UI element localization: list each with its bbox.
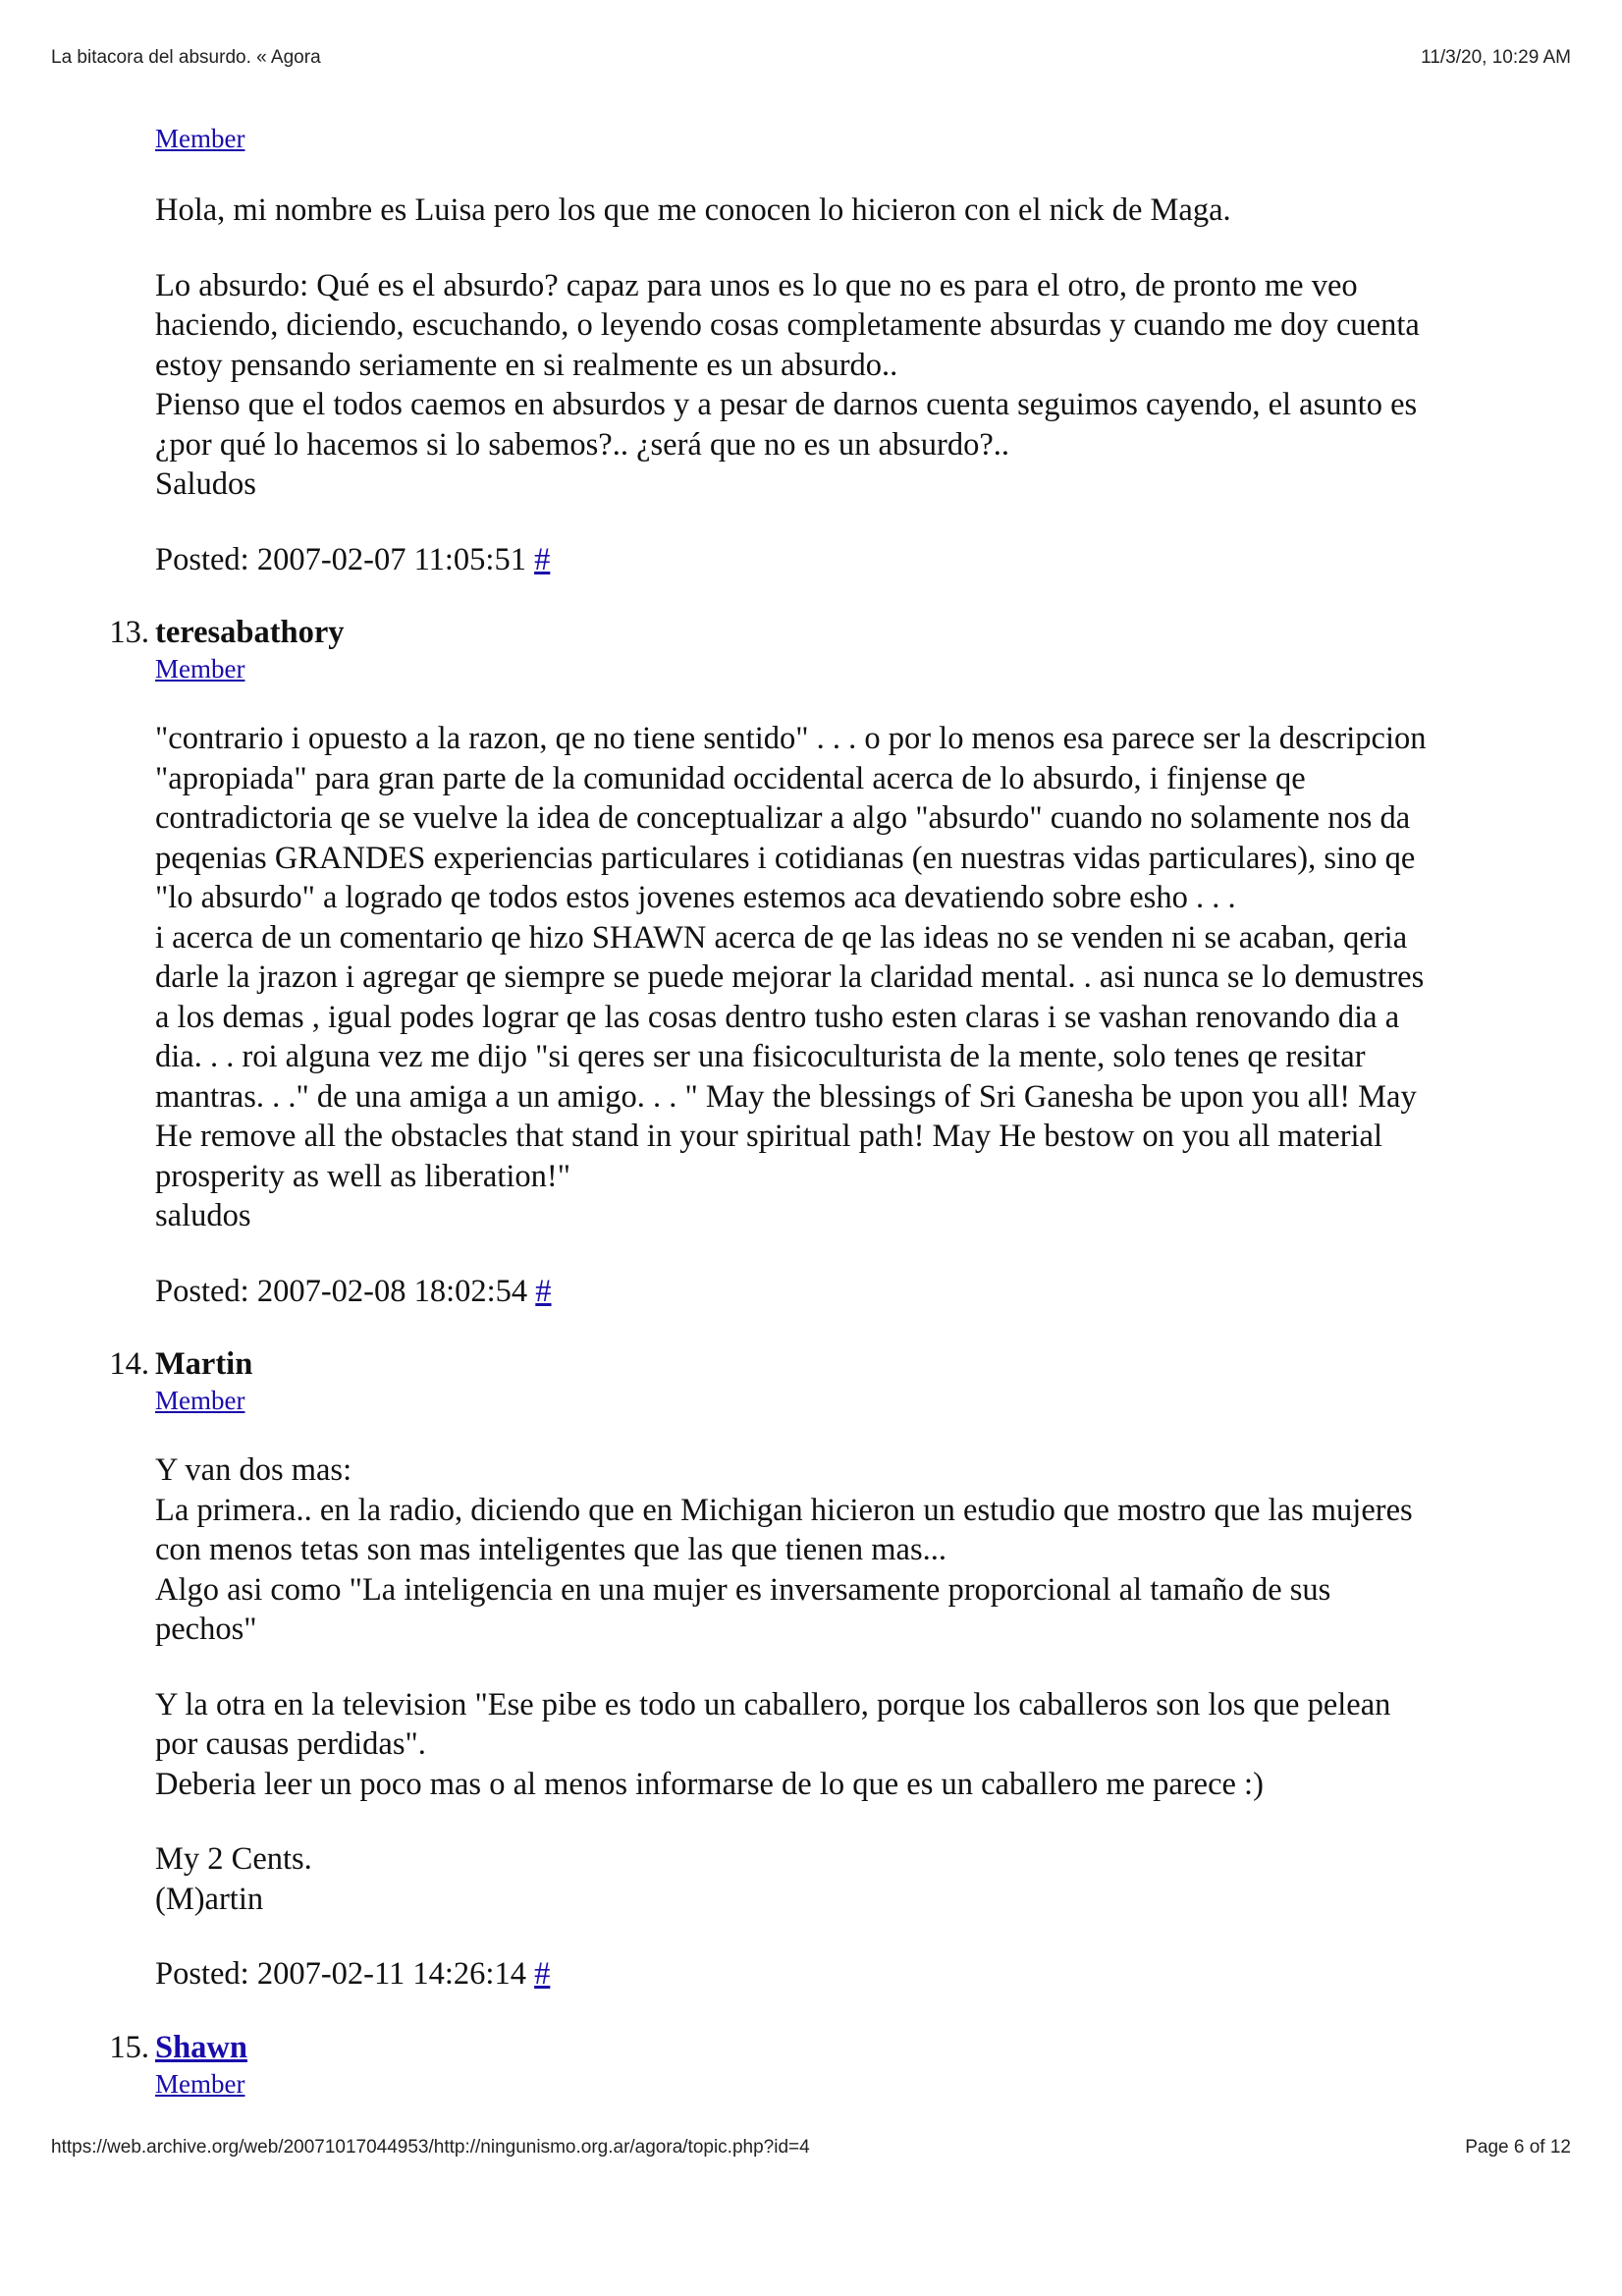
post-text-line: Saludos (155, 466, 256, 502)
post-timestamp-line (155, 540, 1569, 580)
permalink[interactable]: # (535, 1273, 552, 1309)
post-text-line: haciendo, diciendo, escuchando, o leyendo cosas completamente absurdas y cuando me doy cuenta (155, 307, 1420, 343)
post-number: 14. (109, 1346, 149, 1382)
post-paragraph (155, 1839, 1569, 1919)
post-author[interactable]: Shawn (155, 2029, 247, 2065)
post-text-line: peqenias GRANDES experiencias particulares i cotidianas (en nuestras vidas particulares), sino qe (155, 840, 1416, 876)
post-text-line: contradictoria qe se vuelve la idea de conceptualizar a algo "absurdo" cuando no solamente nos da (155, 800, 1411, 836)
post-paragraph (155, 1450, 1569, 1650)
post-text-line: por causas perdidas". (155, 1726, 426, 1762)
post-author: teresabathory (155, 615, 345, 650)
member-role-link[interactable]: Member (155, 124, 245, 153)
forum-thread (109, 122, 1569, 2134)
post-text-line: mantras. . ." de una amiga a un amigo. . . " May the blessings of Sri Ganesha be upon you all! May (155, 1078, 1417, 1115)
post-text-line: Algo asi como "La inteligencia en una mujer es inversamente proporcional al tamaño de sus (155, 1571, 1331, 1608)
post-text-line: Pienso que el todos caemos en absurdos y a pesar de darnos cuenta seguimos cayendo, el asunto es (155, 387, 1418, 422)
post-text-line: saludos (155, 1198, 251, 1233)
post-timestamp-line (155, 1272, 1569, 1312)
lead-post-body (155, 191, 1569, 505)
post-text-line: ¿por qué lo hacemos si lo sabemos?.. ¿será que no es un absurdo?.. (155, 426, 1010, 463)
print-page-title: La bitacora del absurdo. « Agora (51, 47, 321, 68)
post-text-line: i acerca de un comentario qe hizo SHAWN acerca de qe las ideas no se venden ni se acaban, qeria (155, 919, 1408, 956)
post-text-line: darle la jrazon i agregar qe siempre se puede mejorar la claridad mental. . asi nunca se lo demustres (155, 959, 1425, 995)
member-role-link[interactable]: Member (155, 1386, 245, 1415)
post-text-line: dia. . . roi alguna vez me dijo "si qeres ser una fisicoculturista de la mente, solo tenes qe resitar (155, 1039, 1366, 1074)
member-role-link[interactable]: Member (155, 2068, 245, 2099)
print-datetime: 11/3/20, 10:29 AM (1421, 47, 1571, 68)
post-text-line: a los demas , igual podes lograr qe las cosas dentro tusho esten claras i se vashan renovando dia a (155, 999, 1400, 1035)
post-timestamp: Posted: 2007-02-07 11:05:51 (155, 541, 526, 577)
post-text-line: con menos tetas son mas inteligentes que las que tienen mas... (155, 1532, 946, 1567)
post-paragraph (155, 719, 1569, 1236)
post-text-line: Hola, mi nombre es Luisa pero los que me conocen lo hicieron con el nick de Maga. (155, 192, 1231, 228)
print-header (51, 47, 1571, 69)
post-author: Martin (155, 1346, 253, 1382)
permalink[interactable]: # (534, 541, 551, 577)
post-text-line: (M)artin (155, 1881, 264, 1917)
post-list (109, 613, 1569, 2101)
post-text-line: prosperity as well as liberation!" (155, 1158, 571, 1194)
permalink[interactable]: # (534, 1956, 551, 1992)
post-paragraph (155, 266, 1569, 505)
post-text-line: pechos" (155, 1612, 257, 1647)
forum-post (109, 1344, 1569, 1995)
post-body (155, 1450, 1569, 1919)
print-url: https://web.archive.org/web/20071017044953/http://ningunismo.org.ar/agora/topic.php?id=4 (51, 2137, 810, 2158)
forum-post (109, 2028, 1569, 2101)
post-text-line: He remove all the obstacles that stand in your spiritual path! May He bestow on you all material (155, 1119, 1383, 1154)
print-page-number: Page 6 of 12 (1465, 2137, 1571, 2158)
member-role-link[interactable]: Member (155, 654, 245, 683)
post-number: 15. (109, 2029, 149, 2065)
post-paragraph (155, 191, 1569, 231)
post-text-line: Y la otra en la television "Ese pibe es todo un caballero, porque los caballeros son los que pelean (155, 1686, 1391, 1722)
forum-post (109, 613, 1569, 1311)
post-text-line: Lo absurdo: Qué es el absurdo? capaz para unos es lo que no es para el otro, de pronto me veo (155, 267, 1358, 303)
post-text-line: Y van dos mas: (155, 1452, 352, 1488)
post-number: 13. (109, 615, 149, 650)
post-body (155, 719, 1569, 1236)
post-timestamp: Posted: 2007-02-08 18:02:54 (155, 1273, 528, 1309)
post-paragraph (155, 1685, 1569, 1805)
post-text-line: "lo absurdo" a logrado qe todos estos jovenes estemos aca devatiendo sobre esho . . . (155, 880, 1236, 915)
post-timestamp: Posted: 2007-02-11 14:26:14 (155, 1956, 526, 1992)
print-footer (51, 2137, 1571, 2159)
post-timestamp-line (155, 1954, 1569, 1995)
post-text-line: My 2 Cents. (155, 1841, 312, 1877)
post-text-line: estoy pensando seriamente en si realmente es un absurdo.. (155, 347, 898, 383)
lead-post (155, 122, 1569, 579)
post-text-line: "contrario i opuesto a la razon, qe no tiene sentido" . . . o por lo menos esa parece ser la descripcion (155, 721, 1427, 756)
post-text-line: Deberia leer un poco mas o al menos informarse de lo que es un caballero me parece :) (155, 1766, 1264, 1802)
post-text-line: La primera.. en la radio, diciendo que en Michigan hicieron un estudio que mostro que las mujeres (155, 1492, 1413, 1528)
post-text-line: "apropiada" para gran parte de la comunidad occidental acerca de lo absurdo, i finjense qe (155, 760, 1306, 796)
